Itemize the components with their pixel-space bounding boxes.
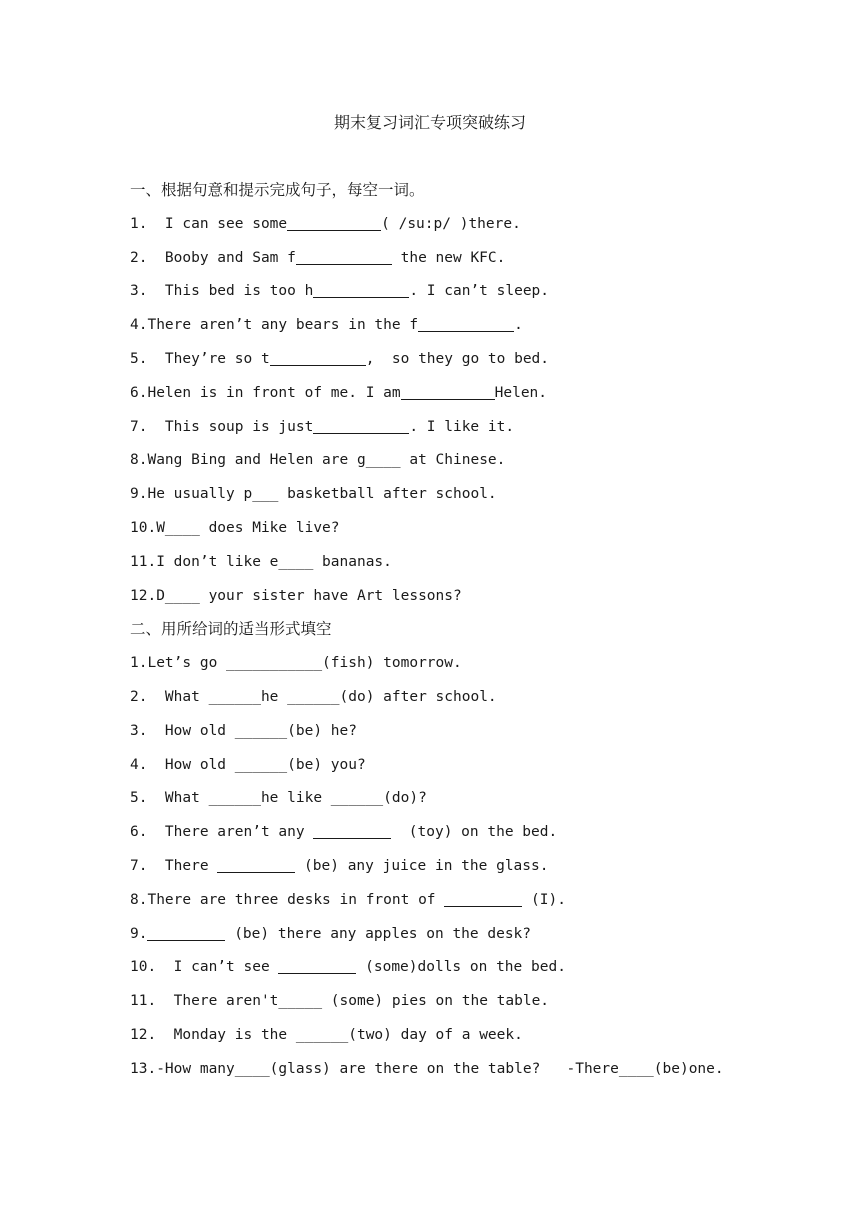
- question-1-12: 12.D____ your sister have Art lessons?: [130, 587, 462, 604]
- answer-blank[interactable]: [296, 248, 392, 265]
- question-1-8: 8.Wang Bing and Helen are g____ at Chinese.: [130, 452, 506, 469]
- answer-blank[interactable]: [418, 315, 514, 332]
- question-1-7: 7. This soup is just . I like it.: [130, 418, 515, 435]
- question-2-11: 11. There aren't_____ (some) pies on the table.: [130, 993, 550, 1010]
- question-1-11: 11.I don’t like e____ bananas.: [130, 553, 392, 570]
- question-2-4: 4. How old ______(be) you?: [130, 756, 366, 773]
- answer-blank[interactable]: [313, 417, 409, 434]
- answer-blank[interactable]: [147, 924, 225, 941]
- worksheet-body: [130, 176, 830, 1089]
- answer-blank[interactable]: [444, 890, 522, 907]
- question-2-5: 5. What ______he like ______(do)?: [130, 790, 427, 807]
- question-2-3: 3. How old ______(be) he?: [130, 722, 357, 739]
- question-1-6: 6.Helen is in front of me. I am Helen.: [130, 384, 548, 401]
- question-2-1: 1.Let’s go ___________(fish) tomorrow.: [130, 655, 462, 672]
- answer-blank[interactable]: [287, 214, 381, 231]
- question-2-13: 13.-How many____(glass) are there on the table? -There____(be)one.: [130, 1060, 724, 1077]
- answer-blank[interactable]: [313, 281, 409, 298]
- question-1-1: 1. I can see some ( /su:p/ )there.: [130, 215, 521, 232]
- answer-blank[interactable]: [401, 383, 495, 400]
- question-1-9: 9.He usually p___ basketball after school.: [130, 486, 497, 503]
- question-1-2: 2. Booby and Sam f the new KFC.: [130, 249, 506, 266]
- section-2-heading: 二、用所给词的适当形式填空: [130, 620, 332, 639]
- question-1-5: 5. They’re so t , so they go to bed.: [130, 350, 550, 367]
- question-2-12: 12. Monday is the ______(two) day of a week.: [130, 1026, 523, 1043]
- question-2-9: 9. (be) there any apples on the desk?: [130, 925, 532, 942]
- page-title: 期末复习词汇专项突破练习: [333, 113, 526, 132]
- question-2-10: 10. I can’t see (some)dolls on the bed.: [130, 959, 566, 976]
- answer-blank[interactable]: [278, 957, 356, 974]
- answer-blank[interactable]: [270, 349, 366, 366]
- question-2-6: 6. There aren’t any (toy) on the bed.: [130, 824, 558, 841]
- question-2-2: 2. What ______he ______(do) after school.: [130, 688, 497, 705]
- question-1-3: 3. This bed is too h . I can’t sleep.: [130, 283, 550, 300]
- question-2-7: 7. There (be) any juice in the glass.: [130, 857, 549, 874]
- question-1-10: 10.W____ does Mike live?: [130, 519, 340, 536]
- question-2-8: 8.There are three desks in front of (I).: [130, 891, 566, 908]
- answer-blank[interactable]: [313, 822, 391, 839]
- answer-blank[interactable]: [217, 856, 295, 873]
- question-1-4: 4.There aren’t any bears in the f .: [130, 317, 523, 334]
- section-1-heading: 一、根据句意和提示完成句子，每空一词。: [130, 181, 425, 199]
